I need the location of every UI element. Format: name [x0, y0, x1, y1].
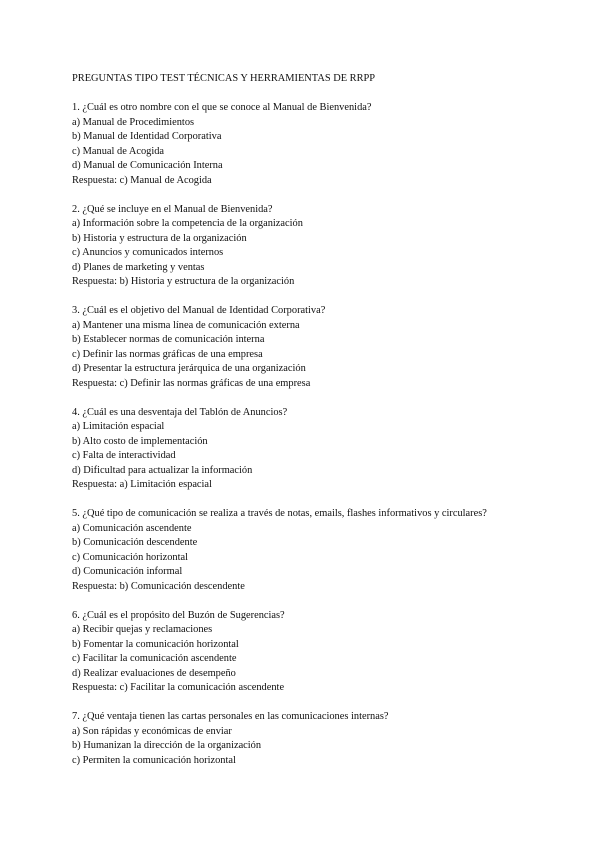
answer-option: b) Alto costo de implementación: [72, 435, 208, 447]
answer-option: a) Recibir quejas y reclamaciones: [72, 624, 213, 635]
answer-option: a) Limitación espacial: [72, 421, 165, 432]
answer-option: d) Realizar evaluaciones de desempeño: [72, 667, 236, 679]
answer-option: c) Permiten la comunicación horizontal: [72, 754, 236, 766]
answer-option: d) Comunicación informal: [72, 566, 183, 577]
question-block: [72, 609, 582, 696]
question-text: 1. ¿Cuál es otro nombre con el que se conoce al Manual de Bienvenida?: [72, 102, 372, 113]
answer-option: d) Manual de Comunicación Interna: [72, 160, 223, 171]
answer-option: c) Anuncios y comunicados internos: [72, 247, 224, 258]
answer-option: d) Planes de marketing y ventas: [72, 261, 205, 273]
question-text: 6. ¿Cuál es el propósito del Buzón de Sugerencias?: [72, 609, 285, 621]
answer-option: c) Falta de interactividad: [72, 450, 176, 461]
answer-option: b) Humanizan la dirección de la organización: [72, 740, 262, 751]
question-block: [72, 101, 582, 188]
answer-option: c) Comunicación horizontal: [72, 551, 188, 563]
question-block: [72, 507, 582, 594]
document-title: PREGUNTAS TIPO TEST TÉCNICAS Y HERRAMIENTAS DE RRPP: [72, 73, 376, 84]
answer-option: a) Comunicación ascendente: [72, 522, 192, 534]
answer-option: c) Definir las normas gráficas de una empresa: [72, 348, 263, 360]
answer-option: a) Manual de Procedimientos: [72, 116, 195, 128]
question-text: 2. ¿Qué se incluye en el Manual de Bienvenida?: [72, 203, 273, 215]
answer-option: b) Manual de Identidad Corporativa: [72, 131, 222, 142]
answer-option: b) Historia y estructura de la organización: [72, 232, 247, 244]
answer-option: d) Dificultad para actualizar la información: [72, 464, 253, 476]
question-text: 7. ¿Qué ventaja tienen las cartas personales en las comunicaciones internas?: [72, 711, 389, 722]
answer-option: d) Presentar la estructura jerárquica de una organización: [72, 363, 306, 374]
question-block: [72, 710, 582, 768]
answer-option: a) Información sobre la competencia de la organización: [72, 218, 303, 229]
answer-option: c) Facilitar la comunicación ascendente: [72, 653, 237, 664]
question-text: 4. ¿Cuál es una desventaja del Tablón de Anuncios?: [72, 406, 288, 418]
answer-option: a) Mantener una misma línea de comunicación externa: [72, 319, 300, 331]
answer-option: b) Fomentar la comunicación horizontal: [72, 638, 239, 650]
document-content: [72, 72, 582, 783]
question-block: [72, 406, 582, 493]
question-text: 3. ¿Cuál es el objetivo del Manual de Identidad Corporativa?: [72, 305, 326, 316]
correct-answer: Respuesta: b) Historia y estructura de la organización: [72, 276, 295, 287]
correct-answer: Respuesta: c) Facilitar la comunicación ascendente: [72, 682, 285, 693]
correct-answer: Respuesta: b) Comunicación descendente: [72, 580, 245, 592]
question-block: [72, 203, 582, 290]
question-text: 5. ¿Qué tipo de comunicación se realiza a través de notas, emails, flashes informativos y circulares?: [72, 508, 487, 519]
correct-answer: Respuesta: c) Manual de Acogida: [72, 174, 212, 186]
answer-option: c) Manual de Acogida: [72, 145, 165, 157]
question-block: [72, 304, 582, 391]
answer-option: b) Comunicación descendente: [72, 537, 198, 548]
correct-answer: Respuesta: c) Definir las normas gráficas de una empresa: [72, 377, 311, 389]
question-list: [72, 101, 582, 768]
answer-option: a) Son rápidas y económicas de enviar: [72, 725, 232, 737]
correct-answer: Respuesta: a) Limitación espacial: [72, 479, 212, 490]
answer-option: b) Establecer normas de comunicación interna: [72, 334, 265, 345]
